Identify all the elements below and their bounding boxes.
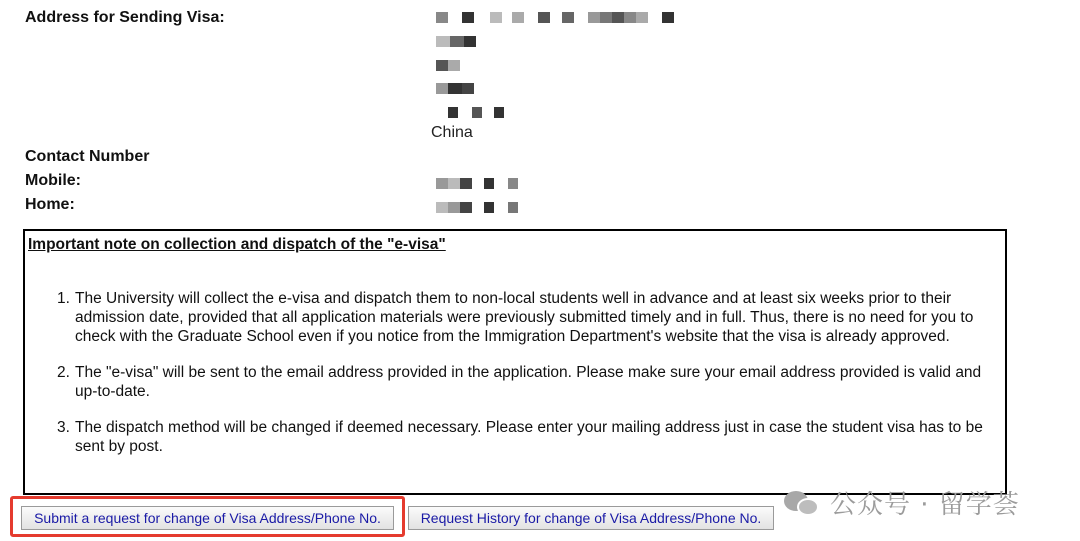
note-title: Important note on collection and dispatch of the "e-visa": [28, 236, 446, 253]
important-note-box: [23, 229, 1007, 495]
note-list: [57, 289, 1003, 473]
redacted-address-line-2: [436, 36, 476, 47]
address-label: Address for Sending Visa:: [25, 9, 225, 26]
home-label: Home:: [25, 196, 75, 213]
note-item-number: 3.: [57, 419, 70, 436]
note-item-text: The dispatch method will be changed if deemed necessary. Please enter your mailing address just in case the student visa has to be sent by post.: [75, 419, 983, 455]
redacted-address-line-4: [436, 83, 474, 94]
redacted-home-number: [436, 202, 518, 213]
request-history-button[interactable]: Request History for change of Visa Address/Phone No.: [408, 506, 774, 530]
note-item-text: The "e-visa" will be sent to the email address provided in the application. Please make sure your email address provided is valid and up-to-date.: [75, 364, 982, 400]
submit-change-request-button[interactable]: Submit a request for change of Visa Address/Phone No.: [21, 506, 394, 530]
watermark-text: 公众号 · 留学荟: [830, 490, 1020, 520]
address-country: China: [431, 124, 473, 141]
redacted-mobile-number: [436, 178, 518, 189]
redacted-address-line-1: [436, 12, 674, 23]
watermark: [784, 484, 1020, 521]
note-item-2: [57, 363, 1003, 401]
redacted-address-line-3: [436, 60, 460, 71]
mobile-label: Mobile:: [25, 172, 81, 189]
note-item-number: 2.: [57, 364, 70, 381]
note-item-3: [57, 418, 1003, 456]
contact-number-heading: Contact Number: [25, 148, 150, 165]
note-item-1: [57, 289, 1003, 346]
note-item-number: 1.: [57, 290, 70, 307]
note-item-text: The University will collect the e-visa and dispatch them to non-local students well in advance and at least six weeks prior to their admission date, provided that all application materials were previously submitted timely and in full. Thus, there is no need for you to check with the Graduate School even if you notice from the Immigration Department's website that the visa is already approved.: [75, 290, 974, 345]
redacted-address-line-5: [436, 107, 504, 118]
wechat-icon: [784, 489, 822, 517]
